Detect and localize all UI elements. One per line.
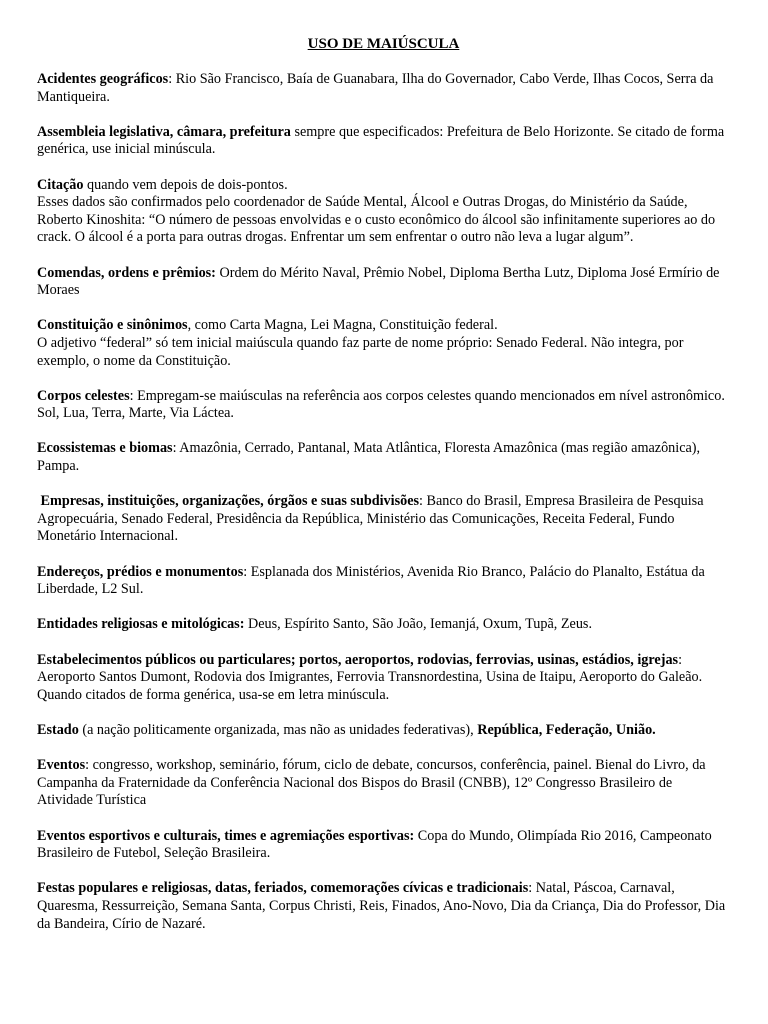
entry-term: Acidentes geográficos [37, 71, 169, 87]
entry-text: : Amazônia, Cerrado, Pantanal, Mata Atlântica, Floresta Amazônica (mas região amazônica), Pampa. [37, 440, 701, 475]
entry-paragraph [37, 440, 730, 475]
entry-paragraph [37, 652, 730, 705]
list-item [37, 177, 730, 247]
entry-term: Festas populares e religiosas, datas, feriados, comemorações cívicas e tradicionais [37, 880, 529, 897]
entry-text: : Aeroporto Santos Dumont, Rodovia dos Imigrantes, Ferrovia Transnordestina, Usina de Itaipu, Aeroporto do Galeão. Quando citados de forma genérica, usa-se em letra minúscula. [37, 651, 703, 703]
list-item [37, 440, 730, 475]
entry-term: Endereços, prédios e monumentos [37, 563, 244, 580]
entry-term: Constituição e sinônimos [37, 317, 188, 334]
entry-term: República, Federação, União. [477, 721, 656, 738]
entry-term: Ecossistemas e biomas [37, 440, 173, 457]
entry-text: quando vem depois de dois-pontos. [83, 176, 288, 193]
entry-text: Esses dados são confirmados pelo coordenador de Saúde Mental, Álcool e Outras Drogas, do Ministério da Saúde, Roberto Kinoshita: “O número de pessoas envolvidas e o custo econômico do álcool são infinitamente superiores ao do crack. O álcool é a porta para outras drogas. Enfrentar um sem enfrentar o outro não leva a lugar algum”. [37, 194, 716, 246]
list-item [37, 493, 730, 546]
entry-paragraph [37, 124, 730, 159]
entry-term: Entidades religiosas e mitológicas: [37, 616, 245, 633]
entry-paragraph [37, 564, 730, 599]
entry-term: Eventos [37, 757, 86, 774]
list-item [37, 388, 730, 423]
entry-term: Assembleia legislativa, câmara, prefeitura [37, 123, 291, 140]
list-item [37, 722, 730, 740]
entry-term: Empresas, instituições, organizações, órgãos e suas subdivisões [37, 493, 420, 510]
entry-term: Eventos esportivos e culturais, times e agremiações esportivas: [37, 827, 415, 844]
entry-paragraph [37, 828, 730, 863]
page-title: USO DE MAIÚSCULA [307, 36, 460, 52]
entry-paragraph [37, 493, 730, 546]
entry-paragraph [37, 722, 730, 740]
entry-paragraph [37, 317, 730, 335]
entry-text: (a nação politicamente organizada, mas não as unidades federativas), [78, 721, 478, 738]
list-item [37, 828, 730, 863]
list-item [37, 71, 730, 106]
entry-text: : congresso, workshop, seminário, fórum, ciclo de debate, concursos, conferência, painel. Bienal do Livro, da Campanha da Fraternidade da Conferência Nacional dos Bispos do Brasil (CNBB), 12º Congresso Brasileiro de Atividade Turística [37, 757, 706, 809]
list-item [37, 124, 730, 159]
entry-paragraph [37, 616, 730, 634]
entry-text: : Natal, Páscoa, Carnaval, Quaresma, Ressurreição, Semana Santa, Corpus Christi, Reis, Finados, Ano-Novo, Dia da Criança, Dia do Professor, Dia da Bandeira, Círio de Nazaré. [37, 880, 726, 932]
entry-paragraph [37, 388, 730, 423]
entry-paragraph [37, 71, 730, 106]
list-item [37, 265, 730, 300]
list-item [37, 616, 730, 634]
entry-text: : Empregam-se maiúsculas na referência aos corpos celestes quando mencionados em nível astronômico. Sol, Lua, Terra, Marte, Via Láctea. [37, 387, 725, 422]
list-item [37, 880, 730, 933]
list-item [37, 564, 730, 599]
entry-text: : Esplanada dos Ministérios, Avenida Rio Branco, Palácio do Planalto, Estátua da Liberdade, L2 Sul. [37, 563, 705, 598]
entry-text: : Rio São Francisco, Baía de Guanabara, Ilha do Governador, Cabo Verde, Ilhas Cocos, Serra da Mantiqueira. [37, 71, 714, 105]
list-item [37, 317, 730, 370]
entry-paragraph [37, 335, 730, 370]
entry-text: O adjetivo “federal” só tem inicial maiúscula quando faz parte de nome próprio: Senado Federal. Não integra, por exemplo, o nome da Constituição. [37, 334, 684, 369]
entry-term: Citação [37, 176, 84, 193]
list-item [37, 757, 730, 810]
entry-term: Estabelecimentos públicos ou particulares; portos, aeroportos, rodovias, ferrovias, usinas, estádios, igrejas [37, 651, 679, 668]
entry-paragraph [37, 265, 730, 300]
entry-text: sempre que especificados: Prefeitura de Belo Horizonte. Se citado de forma genérica, use inicial minúscula. [37, 123, 725, 158]
entry-text: Deus, Espírito Santo, São João, Iemanjá, Oxum, Tupã, Zeus. [244, 616, 593, 633]
entry-term: Estado [37, 721, 79, 738]
entry-paragraph [37, 177, 730, 195]
entry-paragraph [37, 880, 730, 933]
list-item [37, 652, 730, 705]
entry-term: Corpos celestes [37, 387, 130, 404]
entry-list [37, 71, 730, 933]
entry-term: Comendas, ordens e prêmios: [37, 264, 216, 281]
entry-text: , como Carta Magna, Lei Magna, Constituição federal. [187, 317, 498, 334]
entry-paragraph [37, 194, 730, 247]
entry-text: Ordem do Mérito Naval, Prêmio Nobel, Diploma Bertha Lutz, Diploma José Ermírio de Moraes [37, 264, 720, 299]
entry-paragraph [37, 757, 730, 810]
entry-text: : Banco do Brasil, Empresa Brasileira de Pesquisa Agropecuária, Senado Federal, Presidência da República, Ministério das Comunicações, Receita Federal, Fundo Monetário Internacional. [37, 493, 704, 545]
entry-text: Copa do Mundo, Olimpíada Rio 2016, Campeonato Brasileiro de Futebol, Seleção Brasileira. [37, 827, 712, 862]
